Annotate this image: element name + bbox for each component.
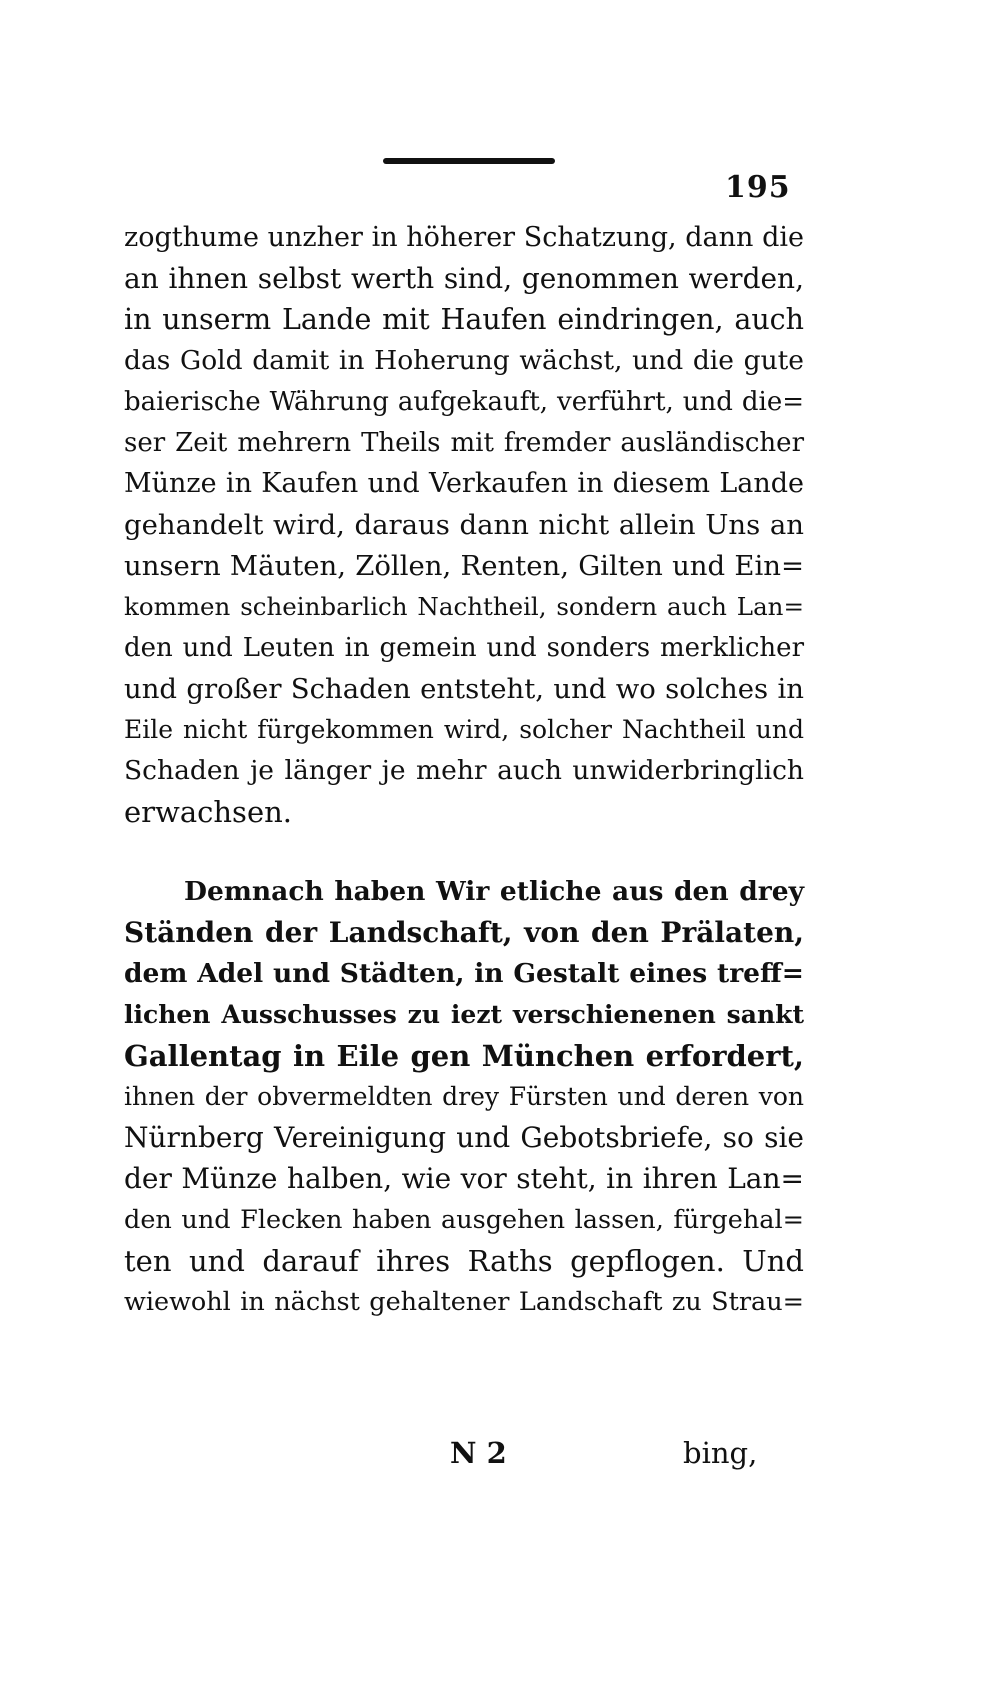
signature-mark: N 2 <box>450 1436 507 1470</box>
text-line: ihnen der obvermeldten drey Fürsten und deren von <box>124 1082 804 1111</box>
text-line: unsern Mäuten, Zöllen, Renten, Gilten und Ein= <box>124 550 804 582</box>
text-line: Nürnberg Vereinigung und Gebotsbriefe, so sie <box>124 1121 804 1154</box>
text-line: ten und darauf ihres Raths gepflogen. Und <box>124 1244 804 1278</box>
header-rule <box>383 158 555 164</box>
text-line: dem Adel und Städten, in Gestalt eines treff= <box>124 958 804 989</box>
text-line: in unserm Lande mit Haufen eindringen, auch <box>124 303 804 336</box>
text-line: erwachsen. <box>124 795 292 829</box>
text-line: Münze in Kaufen und Verkaufen in diesem Lande <box>124 468 804 499</box>
text-line: Eile nicht fürgekommen wird, solcher Nachtheil und <box>124 715 804 744</box>
text-line: den und Flecken haben ausgehen lassen, fürgehal= <box>124 1205 804 1235</box>
text-line: Demnach haben Wir etliche aus den drey <box>184 876 804 907</box>
text-line: das Gold damit in Hoherung wächst, und die gute <box>124 345 804 376</box>
catchword: bing, <box>683 1436 758 1470</box>
text-line: Ständen der Landschaft, von den Prälaten, <box>124 916 804 949</box>
text-line: ser Zeit mehrern Theils mit fremder ausländischer <box>124 428 804 458</box>
page-number: 195 <box>725 170 791 205</box>
text-line: lichen Ausschusses zu iezt verschienenen sankt <box>124 1000 804 1029</box>
text-line: den und Leuten in gemein und sonders merklicher <box>124 633 804 663</box>
text-line: baierische Währung aufgekauft, verführt, und die= <box>124 387 804 417</box>
text-line: wiewohl in nächst gehaltener Landschaft zu Strau= <box>124 1287 804 1317</box>
text-line: zogthume unzher in höherer Schatzung, dann die <box>124 222 804 253</box>
text-line: und großer Schaden entsteht, und wo solches in <box>124 673 804 705</box>
text-line: kommen scheinbarlich Nachtheil, sondern auch Lan= <box>124 592 804 621</box>
text-line: Schaden je länger je mehr auch unwiderbringlich <box>124 755 804 786</box>
text-line: der Münze halben, wie vor steht, in ihren Lan= <box>124 1162 804 1195</box>
text-line: an ihnen selbst werth sind, genommen werden, <box>124 262 804 295</box>
text-line: Gallentag in Eile gen München erfordert, <box>124 1039 804 1073</box>
text-line: gehandelt wird, daraus dann nicht allein Uns an <box>124 509 804 541</box>
